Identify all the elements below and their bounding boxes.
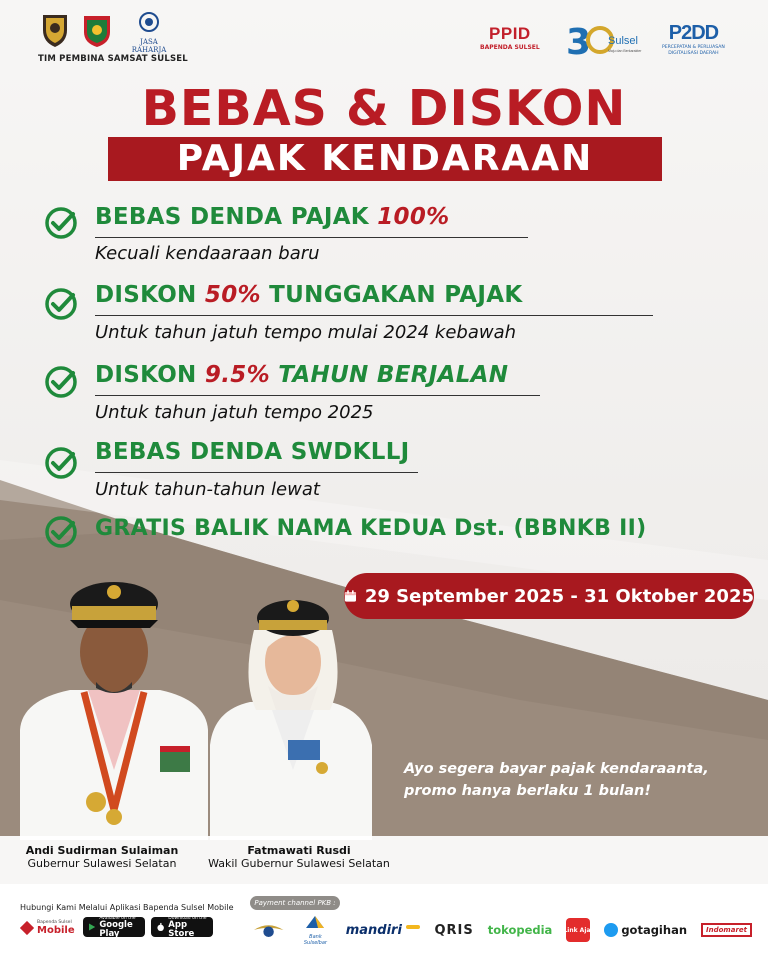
divider: [95, 395, 540, 396]
benefit-1-highlight: 100%: [377, 204, 450, 230]
app-name: Mobile: [37, 925, 75, 936]
check-icon: [44, 287, 78, 321]
benefit-3-text-end: TAHUN BERJALAN: [269, 362, 509, 388]
benefit-5-title: GRATIS BALIK NAMA KEDUA Dst. (BBNKB II): [95, 516, 647, 541]
vice-governor-role: Wakil Gubernur Sulawesi Selatan: [208, 857, 390, 870]
benefit-4-title: BEBAS DENDA SWDKLLJ: [95, 439, 410, 465]
channel-linkaja: Link Aja!: [566, 918, 590, 942]
google-play-label: Google Play: [99, 919, 133, 939]
divider: [95, 237, 528, 238]
app-small-label: Bapenda Sulsel: [37, 920, 72, 925]
samsat-wing-icon: [252, 917, 285, 943]
governor-role: Gubernur Sulawesi Selatan: [27, 857, 177, 870]
google-play-small: Available on the: [99, 915, 136, 921]
divider: [95, 315, 653, 316]
page-title: BEBAS & DISKON: [141, 80, 627, 137]
sulsel-anniversary-logo: [566, 14, 646, 64]
ppid-title: PPID: [489, 24, 531, 43]
benefit-2-title: [95, 282, 522, 308]
gotagihan-icon: [604, 923, 618, 937]
channel-qris: QRIS: [434, 922, 474, 938]
google-play-button[interactable]: [83, 917, 145, 937]
ppid-logo: [480, 24, 540, 51]
apple-icon: [157, 922, 164, 932]
check-icon: [44, 515, 78, 549]
p2dd-logo: [662, 22, 725, 57]
app-store-small: Download on the: [168, 915, 207, 921]
promo-message: [404, 758, 764, 802]
officials-photo: [10, 570, 400, 840]
channel-mandiri: mandiri: [346, 923, 421, 938]
sulsel-logo-text: Sulsel: [608, 35, 638, 47]
channel-tokopedia: tokopedia: [487, 923, 553, 937]
check-icon: [44, 206, 78, 240]
channel-gotagihan: gotagihan: [604, 923, 687, 937]
bank-sulselbar-icon: [302, 914, 328, 930]
governor-figure: [20, 582, 208, 840]
svg-text:3: 3: [566, 22, 592, 63]
p2dd-title: P2DD: [668, 22, 719, 44]
benefit-2-text-end: TUNGGAKAN PAJAK: [260, 282, 523, 308]
channel-bank-sulselbar: Bank Sulselbar: [299, 914, 332, 946]
benefit-1-note: Kecuali kendaaraan baru: [95, 243, 320, 264]
app-store-button[interactable]: [151, 917, 213, 937]
partner-logos: [40, 12, 174, 54]
mandiri-wave-icon: [406, 925, 420, 929]
ppid-sub: BAPENDA SULSEL: [480, 44, 540, 51]
contact-text: Hubungi Kami Melalui Aplikasi Bapenda Sulsel Mobile: [20, 903, 234, 912]
divider: [95, 472, 418, 473]
promo-line-1: Ayo segera bayar pajak kendaraanta,: [404, 761, 709, 777]
jasa-raharja-label: JASA RAHARJA: [131, 38, 167, 54]
check-icon: [44, 446, 78, 480]
governor-name: Andi Sudirman Sulaiman: [25, 844, 179, 857]
benefit-3-note: Untuk tahun jatuh tempo 2025: [95, 402, 374, 423]
vice-governor-figure: [210, 600, 372, 840]
jasa-raharja-icon: [139, 12, 159, 32]
channel-indomaret: Indomaret: [701, 923, 752, 937]
p2dd-sub-1: PERCEPATAN & PERLUASAN: [662, 45, 725, 50]
bapenda-mobile-logo: [20, 917, 76, 939]
payment-channels: [252, 914, 752, 946]
play-store-icon: [89, 922, 95, 932]
app-store-label: App Store: [168, 919, 195, 939]
benefit-1-text: BEBAS DENDA PAJAK: [95, 204, 378, 230]
benefit-2-text: DISKON: [95, 282, 205, 308]
pembina-label: TIM PEMBINA SAMSAT SULSEL: [38, 54, 188, 64]
benefit-2-highlight: 50%: [204, 282, 261, 308]
promo-period-badge: [344, 573, 754, 619]
page-subtitle: PAJAK KENDARAAN: [176, 138, 594, 179]
benefit-3-text: DISKON: [95, 362, 205, 388]
vice-governor-caption: [206, 844, 392, 870]
sulsel-emblem-icon: [80, 12, 114, 48]
vice-governor-name: Fatmawati Rusdi: [247, 844, 351, 857]
police-emblem-icon: [40, 12, 70, 48]
benefit-3-title: [95, 362, 508, 388]
benefit-1-title: [95, 204, 450, 230]
sulsel-logo-sub: Maju dan Berkarakter: [608, 49, 642, 53]
benefit-4-note: Untuk tahun-tahun lewat: [95, 479, 320, 500]
benefit-2-note: Untuk tahun jatuh tempo mulai 2024 kebawah: [95, 322, 517, 343]
governor-caption: [24, 844, 180, 870]
promo-line-2: promo hanya berlaku 1 bulan!: [404, 783, 651, 799]
p2dd-sub-2: DIGITALISASI DAERAH: [668, 51, 719, 56]
jasa-raharja-logo: [124, 12, 174, 54]
bapenda-app-icon: [20, 921, 34, 935]
payment-channel-label: Payment channel PKB :: [250, 896, 340, 910]
check-icon: [44, 365, 78, 399]
benefit-3-highlight: 9.5%: [204, 362, 270, 388]
promo-period: 29 September 2025 - 31 Oktober 2025: [364, 585, 754, 607]
